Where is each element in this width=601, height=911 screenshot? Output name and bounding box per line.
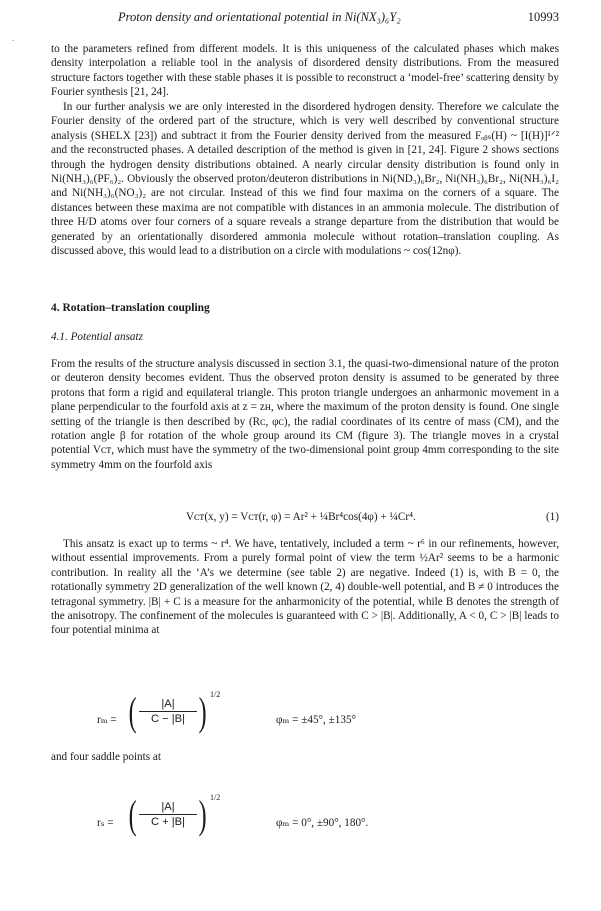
paragraph-2	[51, 100, 559, 258]
paragraph-1-text: to the parameters refined from different models. It is this uniqueness of the calculated phases which makes density interpolation a reliable tool in the analysis of disordered density distributions. From the measured structure factors together with these stable phases it is possible to reconstruct a ‘model-free’ scattering density by Fourier synthesis [21, 24].	[51, 43, 559, 99]
equation-3-lhs: rₛ =	[97, 817, 114, 829]
paragraph-1	[51, 42, 559, 100]
equation-3-numerator: |A|	[139, 801, 197, 815]
paragraph-4	[51, 537, 559, 638]
page-number: 10993	[527, 10, 559, 24]
equation-2-close-paren: )	[198, 689, 207, 734]
equation-1-lhs: Vᴄᴛ(x, y) = Vᴄᴛ(r, φ) =	[186, 511, 293, 523]
paragraph-2-text: In our further analysis we are only interested in the disordered hydrogen density. Therefore we calculate the Fourier density of the ordered part of the structure, which is very well described by conventional structure analysis (SHELX [23]) and subtract it from the Fourier density derived from the measured Fₒᵦₛ(H) ~ [I(H)]¹ᐟ² and the reconstructed phases. A detailed description of the method is given in [21, 24]. Figure 2 shows sections through the hydrogen density distributions obtained. A nearly circular density distribution is found only in Ni(NH₃)₆(PF₆)₂. Obviously the observed proton/deuteron distributions in Ni(ND₃)₆Br₂, Ni(NH₃)₆Br₂, Ni(NH₃)₆I₂ and Ni(NH₃)₆(NO₃)₂ are not circular. Instead of this we find four maxima on the corners of a square. The distances between these maxima are not compatible with distances in an ammonia molecule. The distribution of three H/D atoms over four corners of a square reveals a strange departure from the distribution that would be generated by an orientationally disordered ammonia molecule without rotation–translation coupling. As discussed above, this would lead to a distribution on a circle with modulations ~ cos(12nφ).	[51, 101, 559, 258]
equation-3-exponent: 1/2	[210, 793, 221, 802]
equation-2-denominator: C − |B|	[150, 713, 186, 725]
equation-2-numerator: |A|	[139, 698, 197, 712]
equation-2-lhs: rₘ =	[97, 714, 117, 726]
paragraph-3	[51, 357, 559, 472]
running-header-title: Proton density and orientational potential in Ni(NX₃)₆Y₂	[118, 10, 401, 24]
subsection-heading: 4.1. Potential ansatz	[51, 331, 143, 343]
paragraph-5	[51, 750, 559, 764]
scan-mark	[12, 40, 14, 41]
section-heading: 4. Rotation–translation coupling	[51, 302, 210, 314]
equation-1	[186, 511, 416, 523]
paragraph-4-text: This ansatz is exact up to terms ~ r⁴. We have, tentatively, included a term ~ r⁶ in our refinements, however, without essential improvements. From a purely formal point of view the term ½Ar² seems to be a harmonic contribution. In reality all the ‘A’s we determine (see table 2) are negative. Indeed (1) is, with B = 0, the rotationally symmetry 2D generalization of the well known (2, 4) double-well potential, and B ≠ 0 introduces the tetragonal symmetry. |B| + C is a measure for the anharmonicity of the potential, while B denotes the strength of the anisotropy. The confinement of the molecules is guaranteed with C > |B|. Additionally, A < 0, C > |B| leads to four potential minima at	[51, 538, 559, 637]
equation-2-fraction	[139, 698, 197, 725]
equation-3-open-paren: (	[128, 792, 137, 837]
equation-3-close-paren: )	[198, 792, 207, 837]
paragraph-5-text: and four saddle points at	[51, 751, 161, 763]
equation-1-rhs: Ar² + ¼Br⁴cos(4φ) + ¼Cr⁴.	[292, 511, 416, 523]
equation-2-phi: φₘ = ±45°, ±135°	[276, 714, 357, 726]
paragraph-3-text: From the results of the structure analysis discussed in section 3.1, the quasi-two-dimensional nature of the proton or deuteron density becomes evident. Thus the observed proton density is assumed to be generated by three protons that form a rigid and equilateral triangle. This proton triangle undergoes an anharmonic movement in a plane perpendicular to the fourfold axis at z = zʜ, where the maximum of the proton density is found. One single setting of the triangle is then described by (Rᴄ, φᴄ), the radial coordinates of its centre of mass (CM), and the rotation angle β for rotation of the whole group around its CM (figure 3). The triangle moves in a crystal potential Vᴄᴛ, which must have the symmetry of the two-dimensional point group 4mm corresponding to the site symmetry 4mm on the fourfold axis	[51, 358, 559, 471]
equation-3-fraction	[139, 801, 197, 828]
equation-1-number: (1)	[545, 511, 559, 523]
equation-2-exponent: 1/2	[210, 690, 221, 699]
equation-3-denominator: C + |B|	[150, 816, 186, 828]
equation-2-open-paren: (	[128, 689, 137, 734]
equation-3-phi: φₘ = 0°, ±90°, 180°.	[276, 817, 369, 829]
